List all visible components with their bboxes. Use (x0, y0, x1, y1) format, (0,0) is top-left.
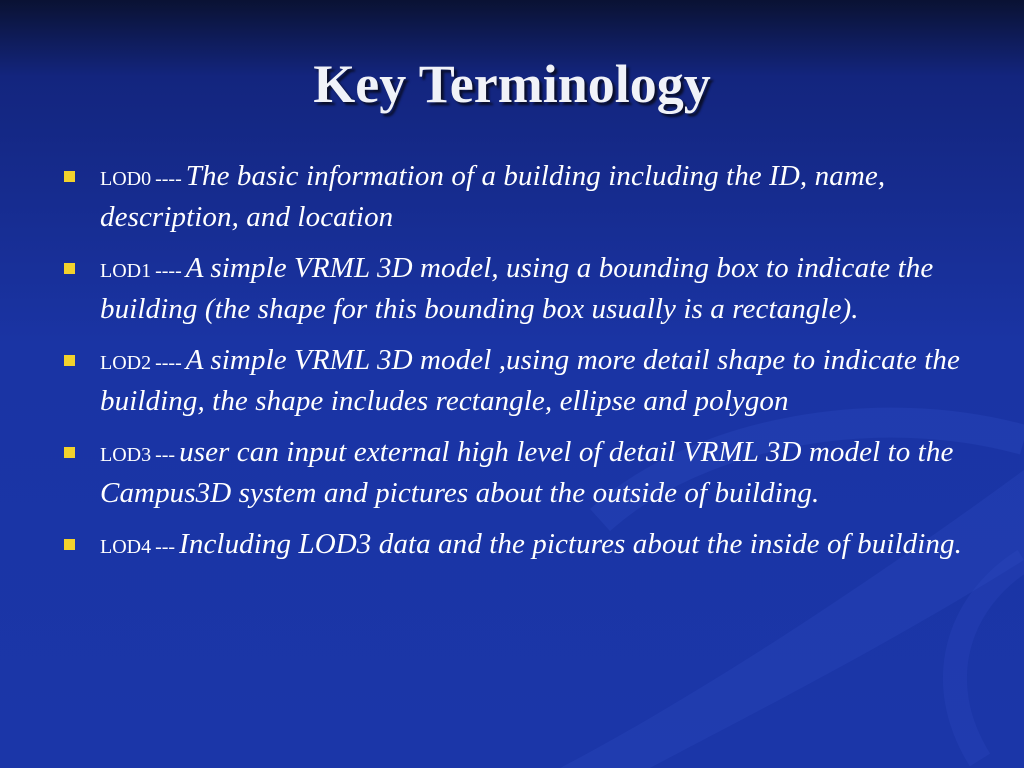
term-code: LOD3 (100, 444, 152, 466)
square-bullet-icon (64, 355, 75, 366)
slide-title: Key Terminology (313, 54, 711, 114)
list-item (63, 250, 973, 332)
square-bullet-icon (64, 447, 75, 458)
term-separator: ---- (155, 168, 182, 190)
terminology-list (63, 158, 973, 577)
term-description: Including LOD3 data and the pictures about the inside of building. (179, 528, 962, 560)
list-item (63, 158, 973, 240)
term-code: LOD0 (100, 168, 152, 190)
term-description: A simple VRML 3D model, using a bounding box to indicate the building (the shape for this bounding box usually is a rectangle). (100, 252, 934, 325)
term-separator: --- (155, 536, 176, 558)
term-description: A simple VRML 3D model ,using more detail shape to indicate the building, the shape includes rectangle, ellipse and polygon (100, 344, 960, 417)
square-bullet-icon (64, 539, 75, 550)
term-separator: ---- (155, 260, 182, 282)
term-separator: ---- (155, 352, 182, 374)
term-separator: --- (155, 444, 176, 466)
list-item (63, 342, 973, 424)
list-item (63, 434, 973, 516)
term-code: LOD1 (100, 260, 152, 282)
term-code: LOD2 (100, 352, 152, 374)
term-code: LOD4 (100, 536, 152, 558)
list-item (63, 526, 973, 567)
square-bullet-icon (64, 171, 75, 182)
square-bullet-icon (64, 263, 75, 274)
term-description: The basic information of a building including the ID, name, description, and location (100, 160, 886, 233)
term-description: user can input external high level of detail VRML 3D model to the Campus3D system and pictures about the outside of building. (100, 436, 954, 509)
